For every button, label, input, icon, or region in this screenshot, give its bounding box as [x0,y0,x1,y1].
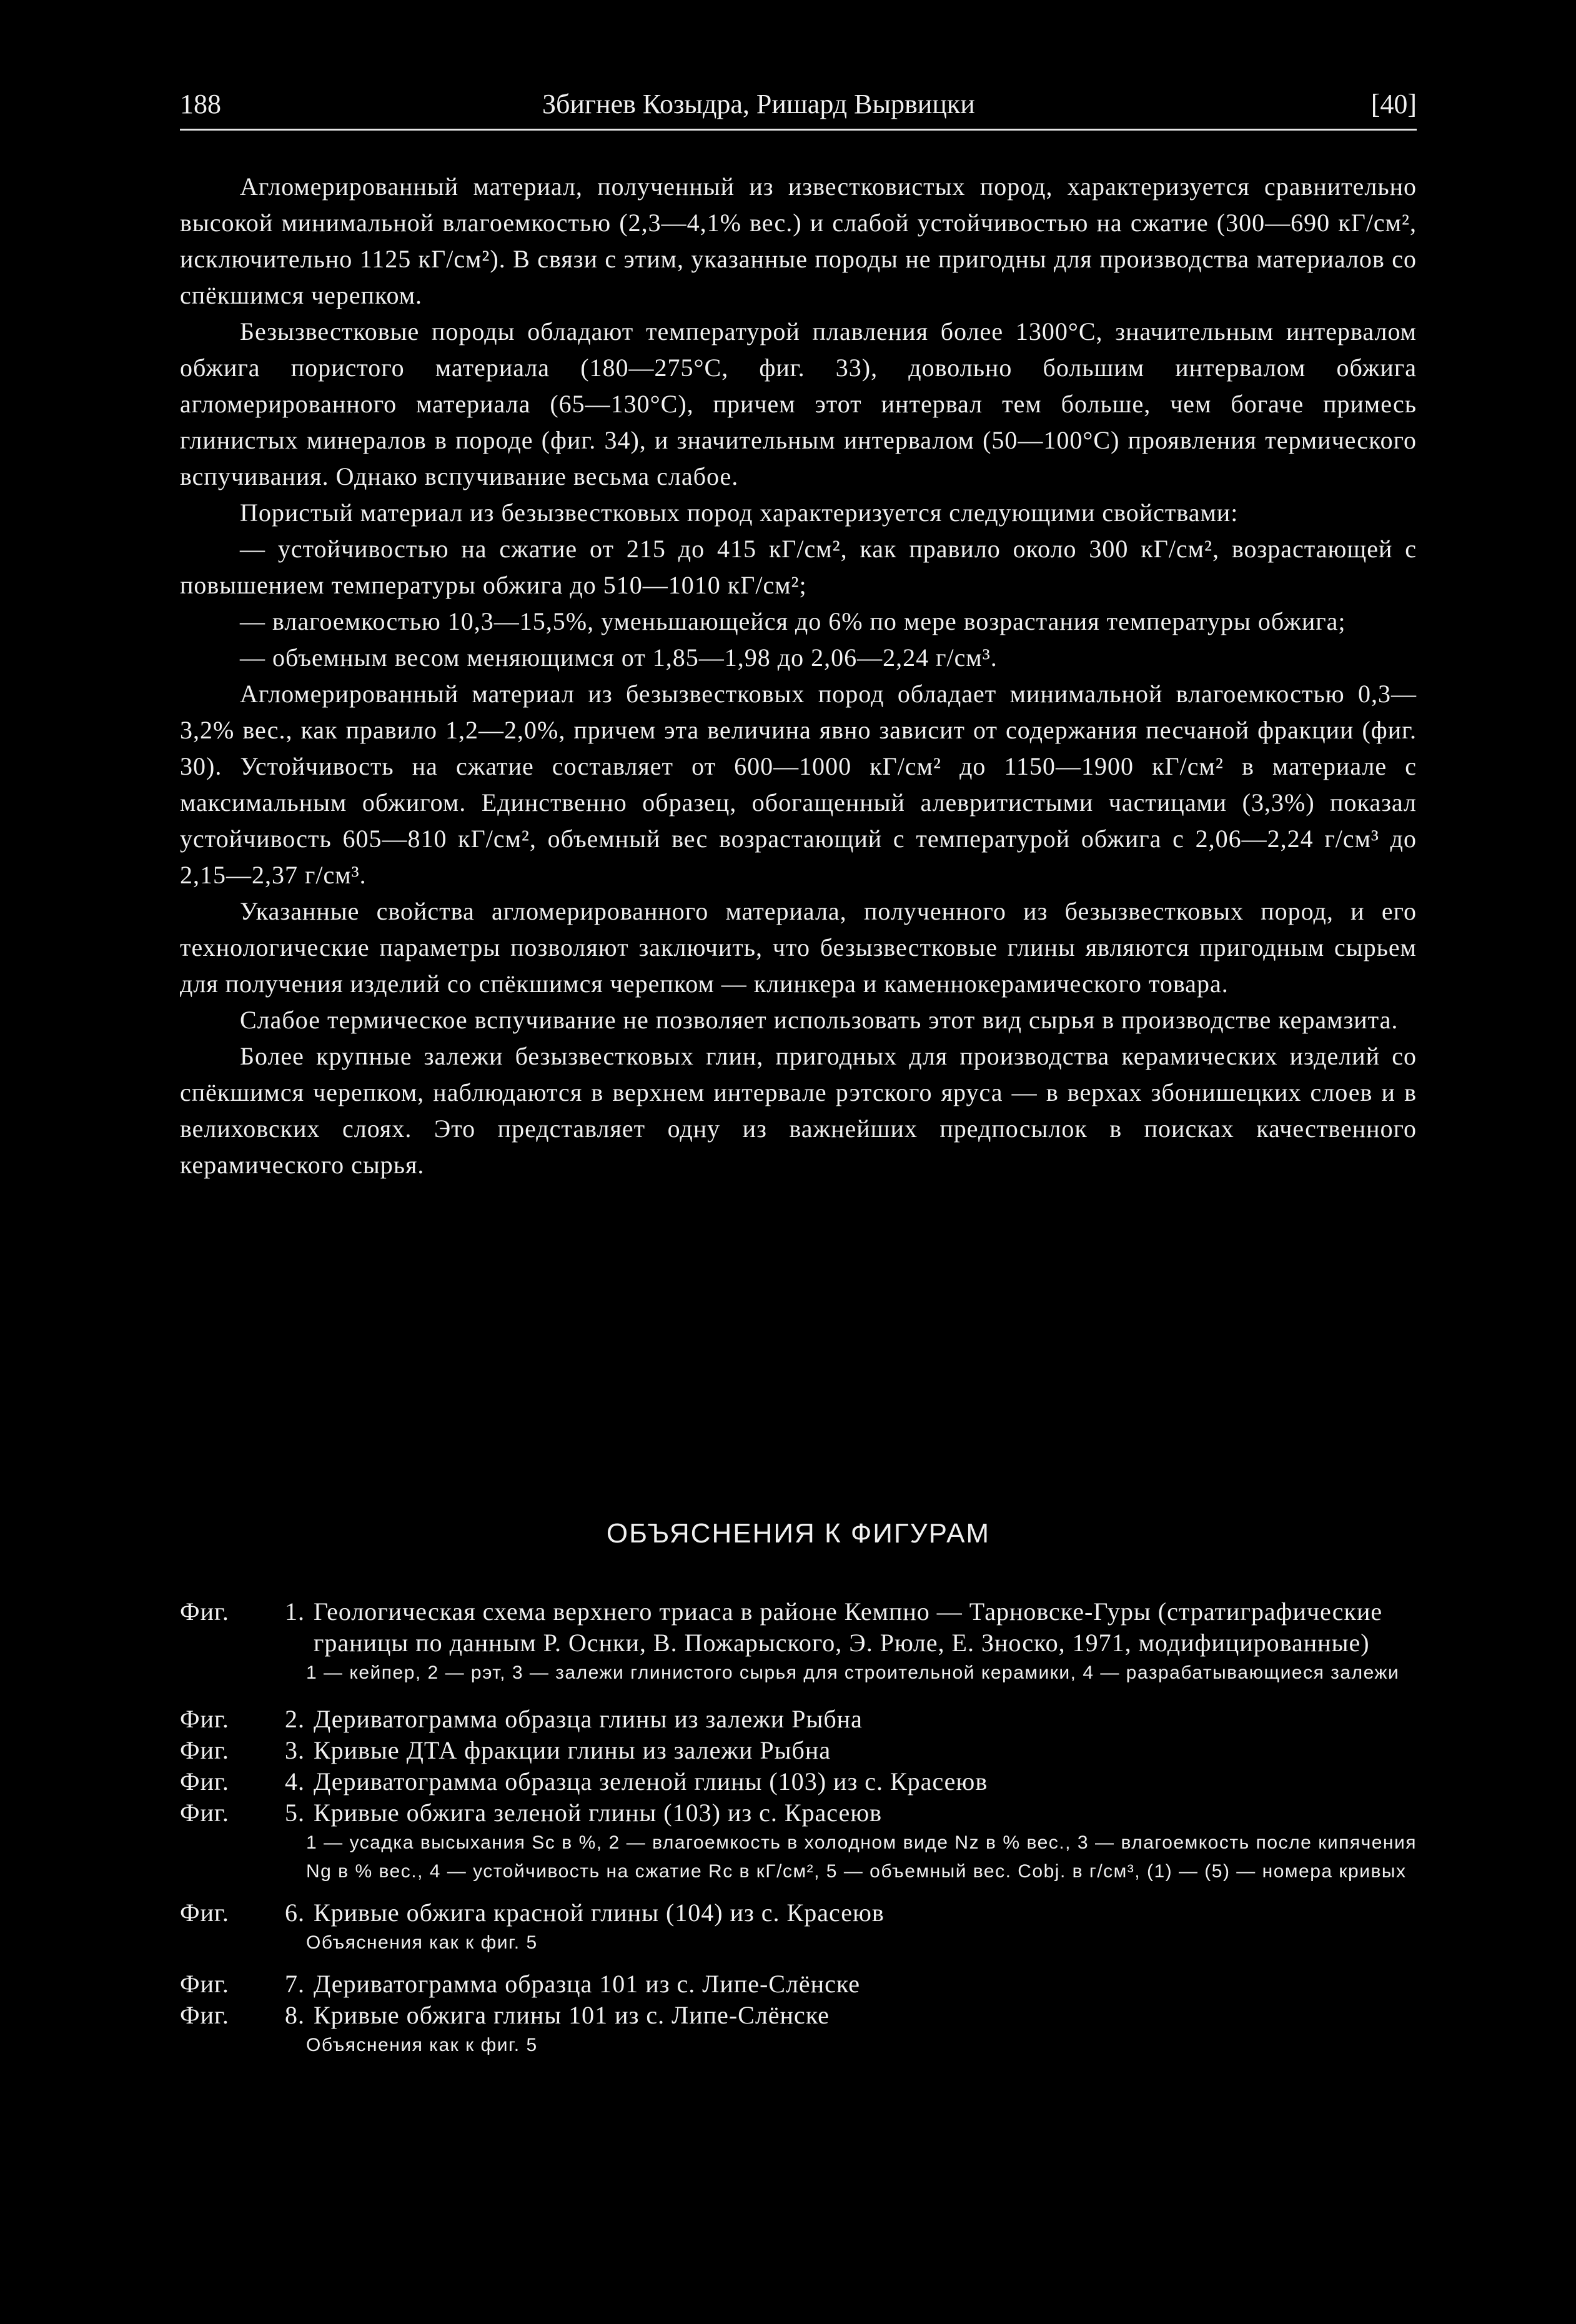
running-authors: Збигнев Козыдра, Ришард Вырвицки [542,89,975,119]
figure-captions [180,1596,1417,2060]
figure-number: 2. [285,1705,305,1733]
paragraph: Агломерированный материал, полученный из известковистых пород, характеризуется сравнительно высокой минимальной влагоемкостью (2,3—4,1% вес.) и слабой устойчивостью на сжатие (300—690 кГ/см², исключительно 1125 кГ/см²). В связи с этим, указанные породы не пригодны для производства материалов со спёкшимся черепком. [180,172,1417,309]
figure-label: Фиг. [180,1597,229,1626]
figure-caption [180,1735,1417,1766]
figure-label: Фиг. [180,2001,229,2029]
figure-label: Фиг. [180,1705,229,1733]
figure-number: 6. [285,1899,305,1927]
figure-label: Фиг. [180,1767,229,1795]
figure-caption [180,1897,1417,1929]
paragraph: Более крупные залежи безызвестковых глин, пригодных для производства керамических изделий со спёкшимся черепком, наблюдаются в верхнем интервале рэтского яруса — в верхах збонишецких слоев и в велиховских слоях. Это представляет одну из важнейших предпосылок в поисках качественного керамического сырья. [180,1042,1417,1179]
paragraph: Слабое термическое вспучивание не позволяет использовать этот вид сырья в производстве керамзита. [240,1006,1399,1034]
reference-number: [40] [1370,89,1417,119]
list-item: — объемным весом меняющимся от 1,85—1,98 до 2,06—2,24 г/см³. [240,643,998,672]
figure-caption [180,1969,1417,2000]
page-number: 188 [180,89,221,119]
figure-caption [180,1797,1417,1829]
figure-label: Фиг. [180,1899,229,1927]
running-header [180,82,1417,126]
figure-number: 5. [285,1799,305,1827]
figure-text: Кривые обжига красной глины (104) из с. Красеюв [314,1899,885,1927]
figure-label: Фиг. [180,1736,229,1764]
figure-note: Объяснения как к фиг. 5 [306,1932,538,1953]
figure-caption [180,1704,1417,1735]
header-rule [180,129,1417,131]
paragraph: Пористый материал из безызвестковых пород характеризуется следующими свойствами: [240,499,1239,527]
figure-caption [180,1766,1417,1797]
paragraph: Безызвестковые породы обладают температурой плавления более 1300°С, значительным интервалом обжига пористого материала (180—275°С, фиг. 33), довольно большим интервалом обжига агломерированного материала (65—130°С), причем этот интервал тем больше, чем богаче примесь глинистых минералов в породе (фиг. 34), и значительным интервалом (50—100°С) проявления термического вспучивания. Однако вспучивание весьма слабое. [180,317,1417,490]
figure-number: 4. [285,1767,305,1795]
figure-text: Кривые обжига зеленой глины (103) из с. Красеюв [314,1799,883,1827]
body-text [180,169,1417,1183]
figure-text: Кривые ДТА фракции глины из залежи Рыбна [314,1736,831,1764]
figure-number: 1. [285,1597,305,1626]
figure-text: Кривые обжига глины 101 из с. Липе-Слёнске [314,2001,830,2029]
figure-label: Фиг. [180,1799,229,1827]
figure-note: 1 — усадка высыхания Sc в %, 2 — влагоемкость в холодном виде Nz в % вес., 3 — влагоемкость после кипячения Ng в % вес., 4 — устойчивость на сжатие Rc в кГ/см², 5 — объемный вес. Cobj. в г/см³, (1) — (5) — номера кривых [306,1832,1417,1882]
paragraph: Агломерированный материал из безызвестковых пород обладает минимальной влагоемкостью 0,3—3,2% вес., как правило 1,2—2,0%, причем эта величина явно зависит от содержания песчаной фракции (фиг. 30). Устойчивость на сжатие составляет от 600—1000 кГ/см² до 1150—1900 кГ/см² в материале с максимальным обжигом. Единственно образец, обогащенный алевритистыми частицами (3,3%) показал устойчивость 605—810 кГ/см², объемный вес возрастающий с температурой обжига с 2,06—2,24 г/см³ до 2,15—2,37 г/см³. [180,680,1417,889]
list-item: — влагоемкостью 10,3—15,5%, уменьшающейся до 6% по мере возрастания температуры обжига; [240,607,1346,635]
figure-text: Дериватограмма образца 101 из с. Липе-Слёнске [314,1970,861,1998]
figure-number: 3. [285,1736,305,1764]
figure-note: Объяснения как к фиг. 5 [306,2035,538,2055]
figure-text: Дериватограмма образца глины из залежи Рыбна [314,1705,863,1733]
paragraph: Указанные свойства агломерированного материала, полученного из безызвестковых пород, и его технологические параметры позволяют заключить, что безызвестковые глины являются пригодным сырьем для получения изделий со спёкшимся черепком — клинкера и каменнокерамического товара. [180,897,1417,998]
list-item: — устойчивостью на сжатие от 215 до 415 кГ/см², как правило около 300 кГ/см², возрастающей с повышением температуры обжига до 510—1010 кГ/см²; [180,535,1417,599]
figure-number: 7. [285,1970,305,1998]
figure-text: Геологическая схема верхнего триаса в районе Кемпно — Тарновске-Гуры (стратиграфические границы по данным Р. Оснки, В. Пожарыского, Э. Рюле, Е. Зноско, 1971, модифицированные) [314,1597,1383,1657]
figure-caption [180,1596,1417,1659]
section-title: ОБЪЯСНЕНИЯ К ФИГУРАМ [606,1518,991,1549]
figure-caption [180,2000,1417,2031]
figure-note: 1 — кейпер, 2 — рэт, 3 — залежи глинистого сырья для строительной керамики, 4 — разрабатывающиеся залежи [306,1662,1400,1683]
figure-number: 8. [285,2001,305,2029]
figure-text: Дериватограмма образца зеленой глины (103) из с. Красеюв [314,1767,988,1795]
figure-label: Фиг. [180,1970,229,1998]
